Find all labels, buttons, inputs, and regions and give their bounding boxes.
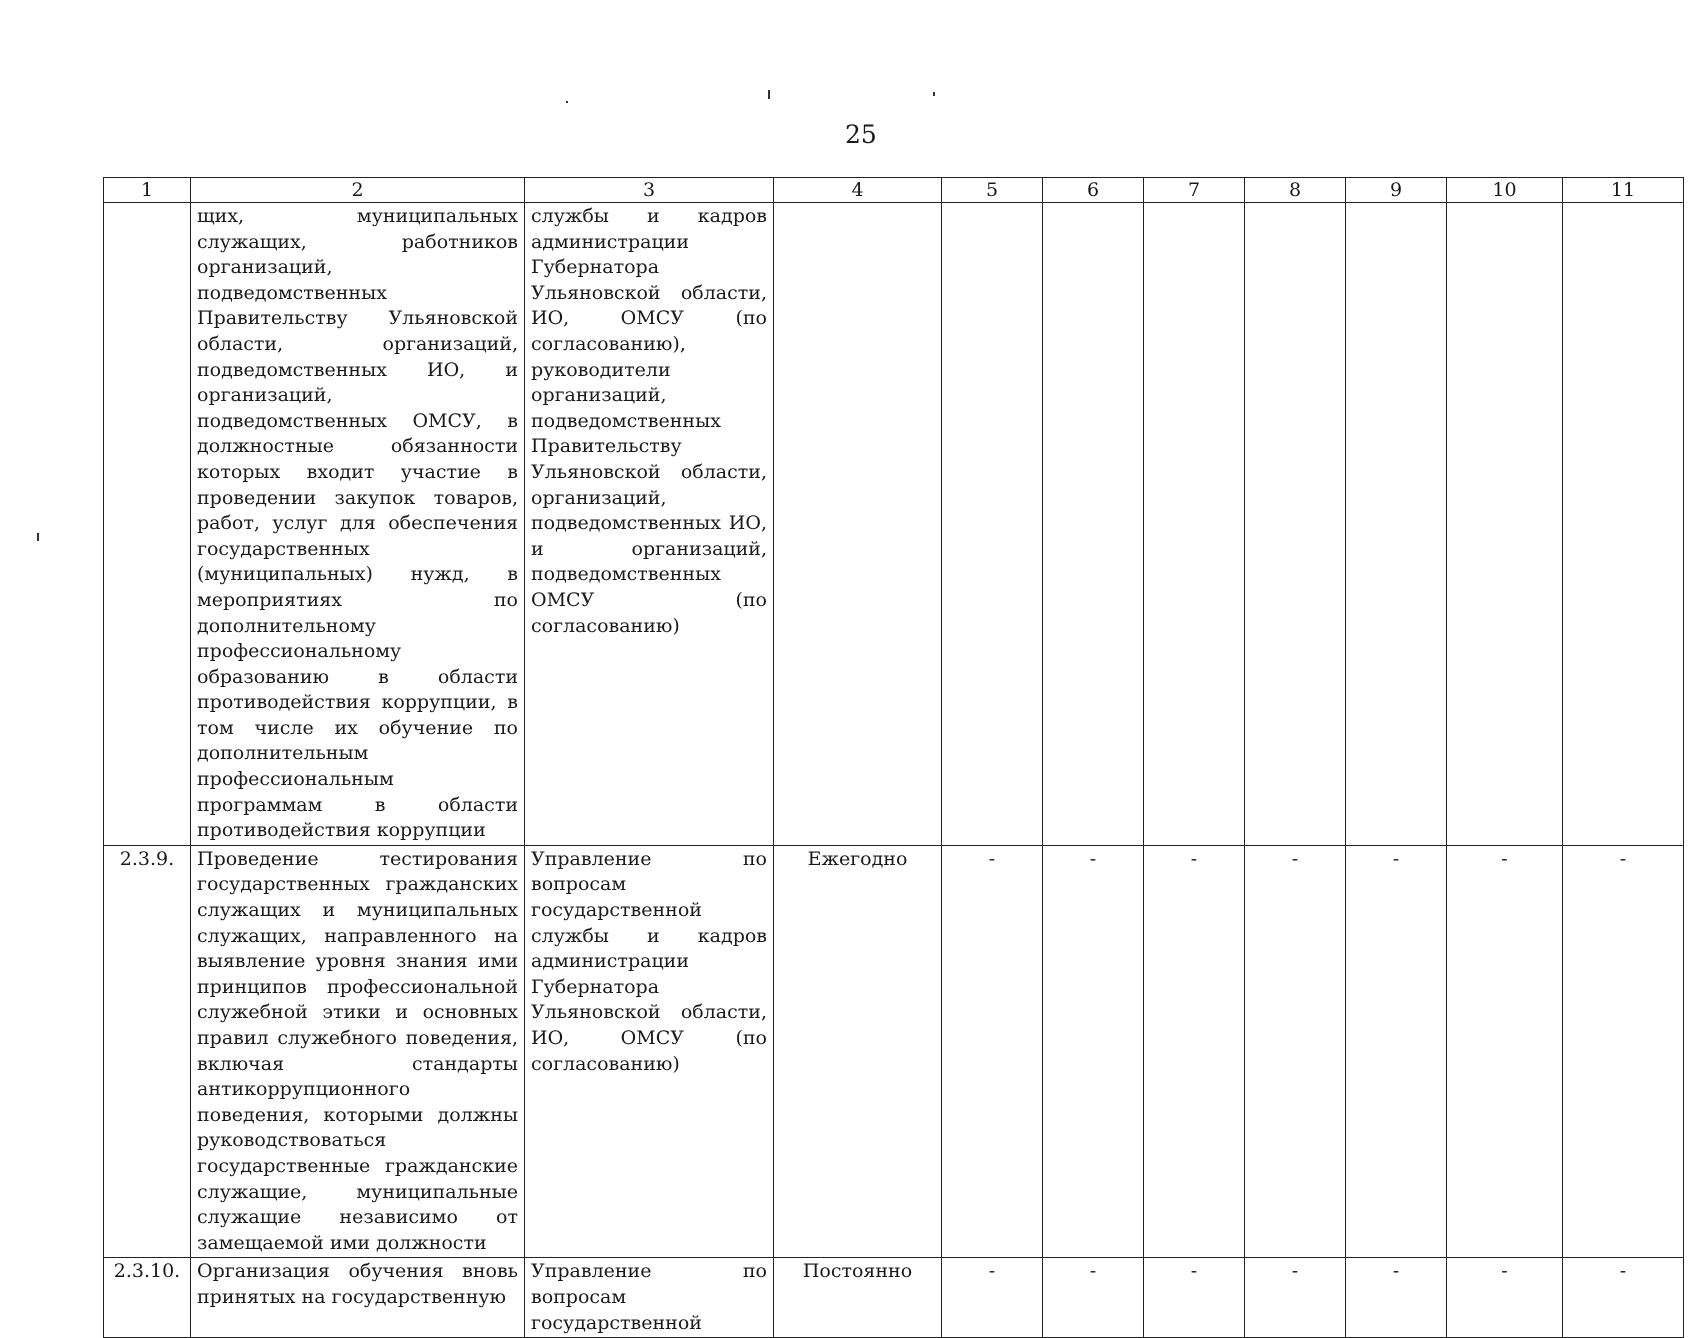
- table-row: [104, 203, 1684, 846]
- measure-cell: Организация обучения вновь принятых на государственную: [191, 1258, 525, 1338]
- term-cell: [774, 203, 942, 846]
- column-header: 9: [1346, 178, 1447, 203]
- value-cell: -: [1563, 1258, 1684, 1338]
- value-cell: [1346, 203, 1447, 846]
- executor-cell: Управление по вопросам государственной: [525, 1258, 774, 1338]
- value-cell: [1245, 203, 1346, 846]
- value-cell: -: [1144, 1258, 1245, 1338]
- value-cell: [942, 203, 1043, 846]
- value-cell: -: [942, 845, 1043, 1258]
- value-cell: -: [1447, 845, 1563, 1258]
- value-cell: [1563, 203, 1684, 846]
- table-row: [104, 1258, 1684, 1338]
- measure-cell: Проведение тестирования государственных гражданских служащих и муниципальных служащих, направленного на выявление уровня знания ими принципов профессиональной служебной этики и основных правил служебного поведения, включая стандарты антикоррупционного поведения, которыми должны руководствоваться государственные гражданские служащие, муниципальные служащие независимо от замещаемой ими должности: [191, 845, 525, 1258]
- scan-speck: [933, 92, 935, 96]
- column-header: 2: [191, 178, 525, 203]
- column-header: 11: [1563, 178, 1684, 203]
- column-header: 1: [104, 178, 191, 203]
- item-number: 2.3.9.: [104, 845, 191, 1258]
- column-header: 7: [1144, 178, 1245, 203]
- value-cell: -: [1245, 1258, 1346, 1338]
- table-row: [104, 845, 1684, 1258]
- value-cell: -: [1563, 845, 1684, 1258]
- executor-cell: Управление по вопросам государственной службы и кадров администрации Губернатора Ульяновской области, ИО, ОМСУ (по согласованию): [525, 845, 774, 1258]
- column-header: 4: [774, 178, 942, 203]
- value-cell: -: [942, 1258, 1043, 1338]
- value-cell: -: [1144, 845, 1245, 1258]
- measure-cell: щих, муниципальных служащих, работников организаций, подведомственных Правительству Ульяновской области, организаций, подведомственных ИО, и организаций, подведомственных ОМСУ, в должностные обязанности которых входит участие в проведении закупок товаров, работ, услуг для обеспечения государственных (муниципальных) нужд, в мероприятиях по дополнительному профессиональному образованию в области противодействия коррупции, в том числе их обучение по дополнительным профессиональным программам в области противодействия коррупции: [191, 203, 525, 846]
- table-header-row: [104, 178, 1684, 203]
- value-cell: -: [1346, 1258, 1447, 1338]
- page-number: 25: [845, 120, 877, 149]
- executor-cell: службы и кадров администрации Губернатора Ульяновской области, ИО, ОМСУ (по согласованию), руководители организаций, подведомственных Правительству Ульяновской области, организаций, подведомственных ИО, и организаций, подведомственных ОМСУ (по согласованию): [525, 203, 774, 846]
- value-cell: [1144, 203, 1245, 846]
- term-cell: Постоянно: [774, 1258, 942, 1338]
- scan-speck: [37, 533, 39, 541]
- value-cell: [1447, 203, 1563, 846]
- item-number: 2.3.10.: [104, 1258, 191, 1338]
- column-header: 6: [1043, 178, 1144, 203]
- value-cell: -: [1346, 845, 1447, 1258]
- value-cell: -: [1043, 1258, 1144, 1338]
- scan-speck: [768, 90, 770, 99]
- column-header: 3: [525, 178, 774, 203]
- column-header: 8: [1245, 178, 1346, 203]
- value-cell: [1043, 203, 1144, 846]
- item-number: [104, 203, 191, 846]
- column-header: 10: [1447, 178, 1563, 203]
- term-cell: Ежегодно: [774, 845, 942, 1258]
- value-cell: -: [1447, 1258, 1563, 1338]
- scan-speck: [566, 101, 568, 103]
- value-cell: -: [1245, 845, 1346, 1258]
- plan-table: [103, 177, 1684, 1338]
- column-header: 5: [942, 178, 1043, 203]
- value-cell: -: [1043, 845, 1144, 1258]
